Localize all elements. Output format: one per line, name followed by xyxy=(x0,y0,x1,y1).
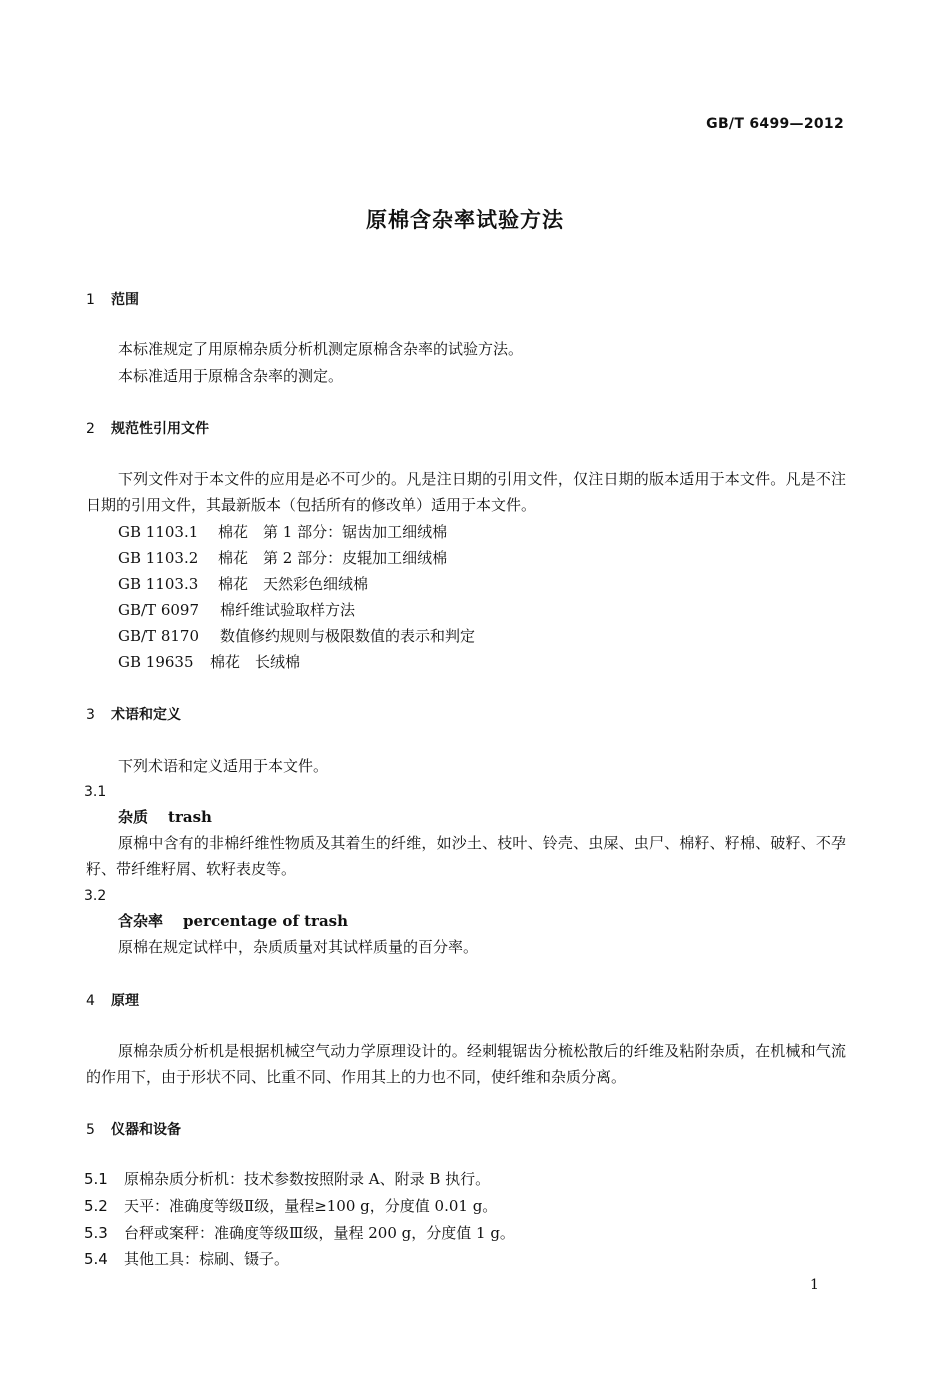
section-number: 4 xyxy=(86,993,95,1009)
section-number: 2 xyxy=(86,421,95,437)
section-number: 3 xyxy=(86,707,95,723)
section-5-heading xyxy=(86,1119,181,1139)
reference-title: 棉纤维试验取样方法 xyxy=(220,601,356,619)
reference-code: GB/T 8170 xyxy=(118,627,200,645)
item-number: 5.2 xyxy=(84,1197,108,1215)
reference-code: GB/T 6097 xyxy=(118,601,200,619)
reference-title: 棉花 第 1 部分：锯齿加工细绒棉 xyxy=(218,523,448,541)
section-2-intro: 下列文件对于本文件的应用是必不可少的。凡是注日期的引用文件，仅注日期的版本适用于本文件。凡是不注日期的引用文件，其最新版本（包括所有的修改单）适用于本文件。 xyxy=(86,470,846,514)
term-heading xyxy=(118,804,212,830)
section-2-heading xyxy=(86,418,209,438)
item-text: 其他工具：棕刷、镊子。 xyxy=(124,1250,290,1268)
reference-code: GB 1103.3 xyxy=(118,575,199,593)
reference-title: 数值修约规则与极限数值的表示和判定 xyxy=(220,627,476,645)
term-definition: 原棉在规定试样中，杂质质量对其试样质量的百分率。 xyxy=(118,938,479,956)
reference-title: 棉花 第 2 部分：皮辊加工细绒棉 xyxy=(218,549,448,567)
section-1-line-1: 本标准规定了用原棉杂质分析机测定原棉含杂率的试验方法。 xyxy=(118,340,524,358)
section-4-heading xyxy=(86,990,139,1010)
reference-code: GB 1103.2 xyxy=(118,549,199,567)
section-title: 术语和定义 xyxy=(111,707,181,723)
term-number: 3.1 xyxy=(84,784,107,800)
section-4-text: 原棉杂质分析机是根据机械空气动力学原理设计的。经刺辊锯齿分梳松散后的纤维及粘附杂质，在机械和气流的作用下，由于形状不同、比重不同、作用其上的力也不同，使纤维和杂质分离。 xyxy=(86,1042,846,1086)
section-title: 仪器和设备 xyxy=(111,1122,181,1138)
item-number: 5.4 xyxy=(84,1250,108,1268)
term-number: 3.2 xyxy=(84,888,107,904)
standard-code: GB/T 6499—2012 xyxy=(706,116,844,132)
reference-row xyxy=(118,545,447,571)
section-3-heading xyxy=(86,704,181,724)
section-1-heading xyxy=(86,289,139,309)
term-english: trash xyxy=(168,808,212,826)
section-title: 范围 xyxy=(111,292,139,308)
equipment-item xyxy=(84,1220,515,1246)
reference-row xyxy=(118,519,447,545)
item-text: 原棉杂质分析机：技术参数按照附录 A、附录 B 执行。 xyxy=(124,1170,491,1188)
reference-title: 棉花 天然彩色细绒棉 xyxy=(218,575,369,593)
reference-title: 棉花 长绒棉 xyxy=(210,653,301,671)
reference-row xyxy=(118,571,368,597)
equipment-item xyxy=(84,1246,289,1272)
term-chinese: 含杂率 xyxy=(118,912,164,930)
term-heading xyxy=(118,908,348,934)
item-number: 5.3 xyxy=(84,1224,108,1242)
section-number: 1 xyxy=(86,292,95,308)
reference-code: GB 1103.1 xyxy=(118,523,199,541)
document-title: 原棉含杂率试验方法 xyxy=(366,208,564,232)
reference-code: GB 19635 xyxy=(118,653,194,671)
term-definition: 原棉中含有的非棉纤维性物质及其着生的纤维，如沙土、枝叶、铃壳、虫屎、虫尸、棉籽、籽棉、破籽、不孕籽、带纤维籽屑、软籽表皮等。 xyxy=(86,834,846,878)
item-text: 台秤或案秤：准确度等级Ⅲ级，量程 200 g，分度值 1 g。 xyxy=(124,1224,515,1242)
equipment-item xyxy=(84,1193,497,1219)
equipment-item xyxy=(84,1166,490,1192)
reference-row xyxy=(118,649,300,675)
term-chinese: 杂质 xyxy=(118,808,149,826)
reference-row xyxy=(118,623,475,649)
section-3-intro: 下列术语和定义适用于本文件。 xyxy=(118,757,329,775)
reference-row xyxy=(118,597,355,623)
term-english: percentage of trash xyxy=(183,912,349,930)
item-text: 天平：准确度等级Ⅱ级，量程≥100 g，分度值 0.01 g。 xyxy=(124,1197,498,1215)
page-number: 1 xyxy=(810,1277,819,1293)
item-number: 5.1 xyxy=(84,1170,108,1188)
section-1-line-2: 本标准适用于原棉含杂率的测定。 xyxy=(118,367,344,385)
section-title: 规范性引用文件 xyxy=(111,421,209,437)
section-number: 5 xyxy=(86,1122,95,1138)
section-title: 原理 xyxy=(111,993,139,1009)
